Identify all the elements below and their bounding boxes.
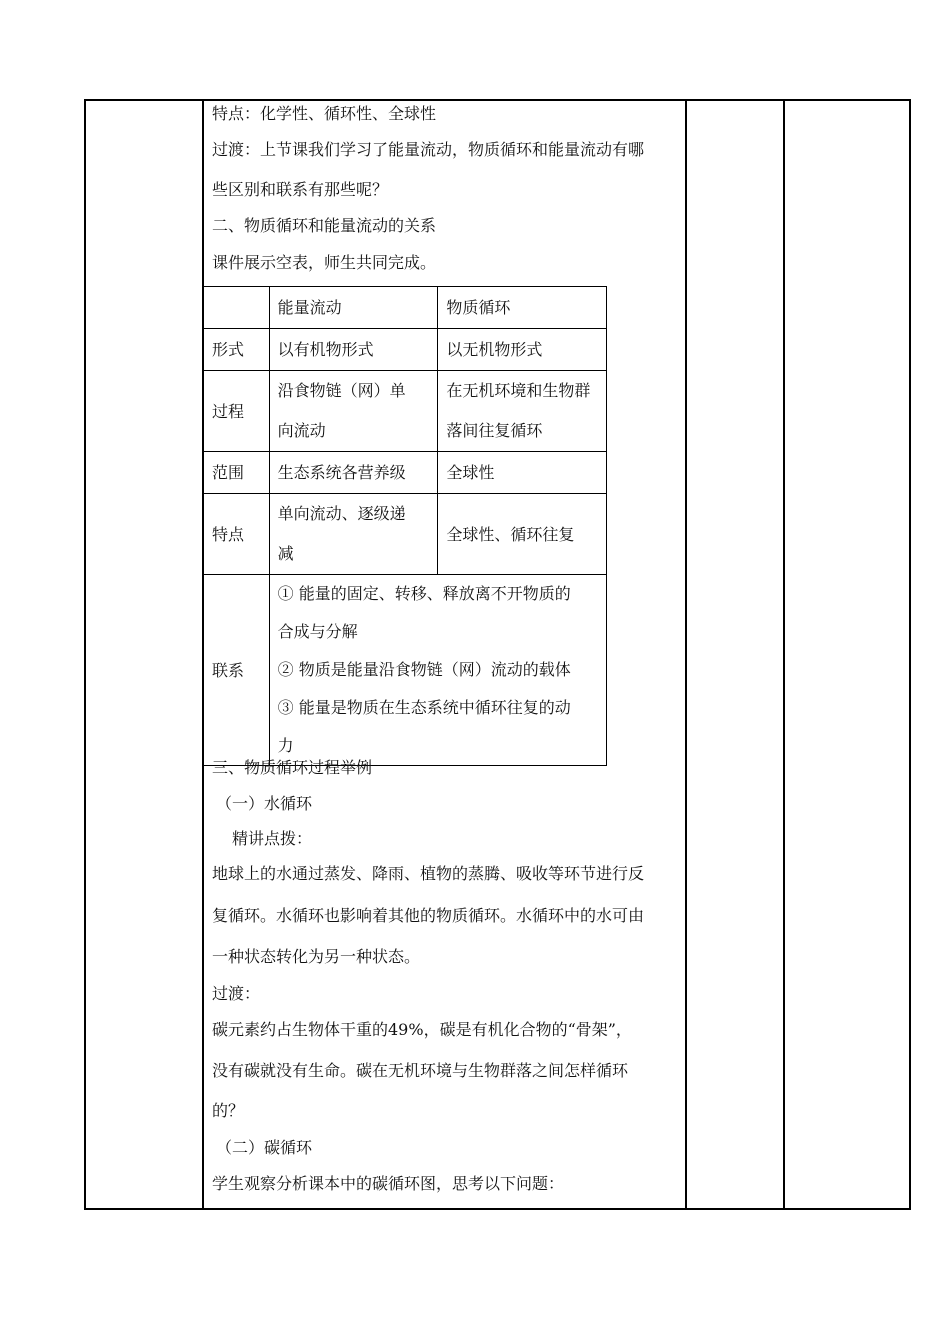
table-cell: 以无机物形式 <box>438 329 607 371</box>
cell-text: 力 <box>277 736 294 755</box>
table-row <box>204 575 607 766</box>
cell-text: 减 <box>277 544 294 563</box>
text-line: 学生观察分析课本中的碳循环图，思考以下问题： <box>212 1174 565 1193</box>
relation-cell <box>269 575 606 766</box>
cell-text: 单向流动、逐级递 <box>277 504 406 523</box>
text-line: 的？ <box>212 1101 245 1120</box>
cell-text: 落间往复循环 <box>446 421 543 440</box>
table-cell: 生态系统各营养级 <box>269 452 438 494</box>
section-heading: 二、物质循环和能量流动的关系 <box>212 216 437 235</box>
outer-table-right-border <box>909 99 911 1210</box>
table-row <box>204 494 607 575</box>
table-cell: 全球性、循环往复 <box>438 494 607 575</box>
text-line: 过渡： <box>212 984 261 1003</box>
table-cell <box>269 494 438 575</box>
outer-table-left-border <box>84 99 86 1210</box>
table-cell <box>438 371 607 452</box>
table-header-row <box>204 287 607 329</box>
table-cell <box>269 371 438 452</box>
outer-table-bottom-border <box>84 1208 911 1210</box>
text-line: 些区别和联系有那些呢？ <box>212 180 389 199</box>
cell-text: 合成与分解 <box>277 622 358 641</box>
text-line: 一种状态转化为另一种状态。 <box>212 947 421 966</box>
table-row <box>204 371 607 452</box>
row-label: 过程 <box>204 371 270 452</box>
cell-text: 向流动 <box>277 421 326 440</box>
cell-text: ② 物质是能量沿食物链（网）流动的载体 <box>277 660 571 679</box>
text-line: 课件展示空表，师生共同完成。 <box>212 253 437 272</box>
outer-table-top-border <box>84 99 911 101</box>
text-line: 复循环。水循环也影响着其他的物质循环。水循环中的水可由 <box>212 906 645 925</box>
cell-text: ③ 能量是物质在生态系统中循环往复的动 <box>277 698 571 717</box>
row-label: 特点 <box>204 494 270 575</box>
cell-text: 沿食物链（网）单 <box>277 381 406 400</box>
subsection-heading: （二）碳循环 <box>216 1138 313 1157</box>
row-label: 形式 <box>204 329 270 371</box>
table-cell: 以有机物形式 <box>269 329 438 371</box>
table-row <box>204 329 607 371</box>
table-header-cell: 物质循环 <box>438 287 607 329</box>
text-line: 过渡：上节课我们学习了能量流动，物质循环和能量流动有哪 <box>212 140 645 159</box>
text-line: 精讲点拨： <box>232 829 313 848</box>
text-line: 地球上的水通过蒸发、降雨、植物的蒸腾、吸收等环节进行反 <box>212 864 645 883</box>
text-line: 没有碳就没有生命。碳在无机环境与生物群落之间怎样循环 <box>212 1061 629 1080</box>
row-label: 范围 <box>204 452 270 494</box>
table-cell <box>204 287 270 329</box>
text-line: 特点：化学性、循环性、全球性 <box>212 104 437 123</box>
comparison-table <box>203 286 607 766</box>
text-line: 碳元素约占生物体干重的49%，碳是有机化合物的“骨架”， <box>212 1020 632 1039</box>
table-cell: 全球性 <box>438 452 607 494</box>
outer-table-col-divider-2 <box>685 99 687 1210</box>
table-row <box>204 452 607 494</box>
cell-text: ① 能量的固定、转移、释放离不开物质的 <box>277 584 571 603</box>
section-heading: 三、物质循环过程举例 <box>212 758 373 777</box>
table-header-cell: 能量流动 <box>269 287 438 329</box>
cell-text: 在无机环境和生物群 <box>446 381 591 400</box>
subsection-heading: （一）水循环 <box>216 794 313 813</box>
row-label: 联系 <box>204 575 270 766</box>
outer-table-col-divider-3 <box>783 99 785 1210</box>
